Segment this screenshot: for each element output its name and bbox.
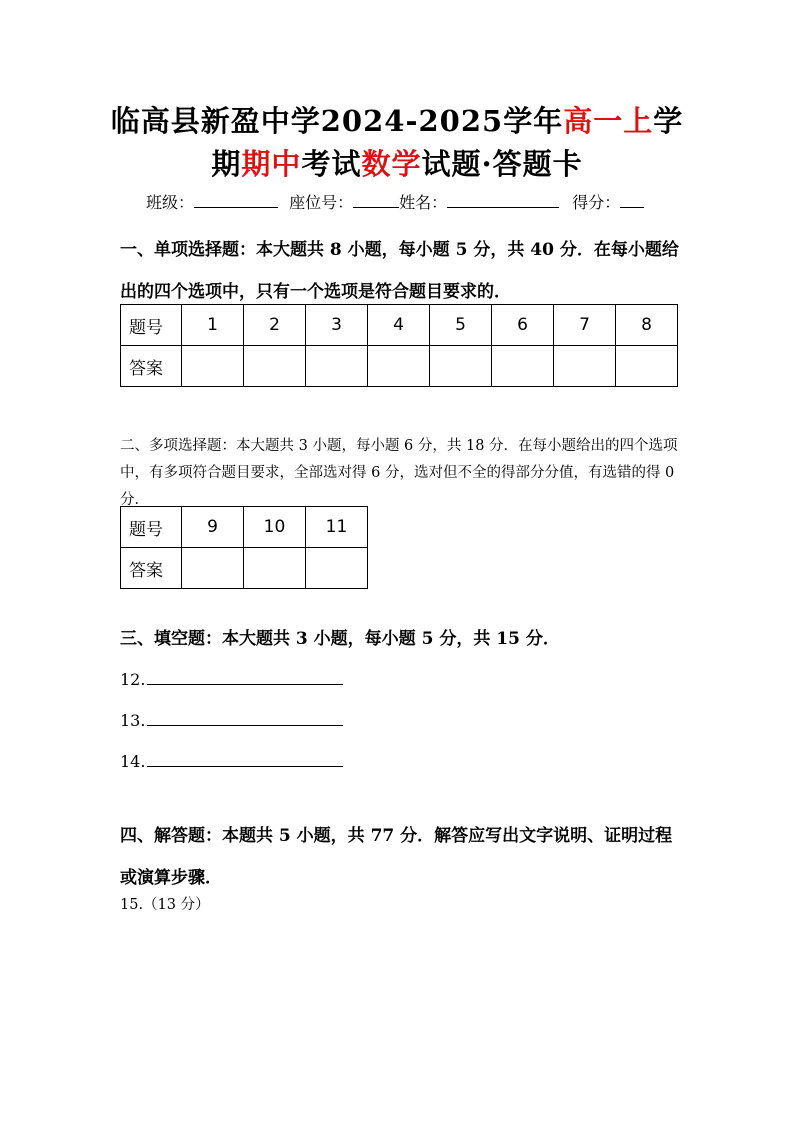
question-number: 8: [616, 305, 678, 346]
single-choice-answer-table: [120, 304, 678, 387]
title-text: 考试: [301, 147, 362, 181]
table-row: [121, 305, 678, 346]
question-number: 7: [554, 305, 616, 346]
question-number: 12.: [120, 670, 146, 689]
answer-cell[interactable]: [492, 346, 554, 387]
question-number: 1: [182, 305, 244, 346]
question-number: 6: [492, 305, 554, 346]
answer-cell[interactable]: [368, 346, 430, 387]
answer-cell[interactable]: [430, 346, 492, 387]
question-number: 2: [244, 305, 306, 346]
class-label: 班级：: [146, 193, 195, 212]
section1-heading: 一、单项选择题：本大题共 8 小题，每小题 5 分，共 40 分．在每小题给出的四个选项中，只有一个选项是符合题目要求的．: [120, 240, 679, 302]
answer-line[interactable]: [147, 711, 343, 726]
answer-cell[interactable]: [182, 346, 244, 387]
title-text: 临高县新盈中学2024-2025学年: [110, 104, 564, 138]
title-highlight: 高一上: [563, 104, 654, 138]
question-number: 5: [430, 305, 492, 346]
page-title-line2: [0, 142, 794, 183]
question-number: 10: [244, 507, 306, 548]
section4-heading: 四、解答题：本题共 5 小题，共 77 分．解答应写出文字说明、证明过程或演算步骤．: [120, 826, 673, 888]
fill-blank-13: [120, 711, 343, 730]
answer-cell[interactable]: [616, 346, 678, 387]
multi-choice-answer-table: [120, 506, 368, 589]
answer-cell[interactable]: [306, 548, 368, 589]
answer-line[interactable]: [147, 752, 343, 767]
seat-label: 座位号：: [289, 193, 354, 212]
answer-line[interactable]: [147, 670, 343, 685]
question-number: 9: [182, 507, 244, 548]
row-label: 题号: [121, 305, 182, 346]
title-highlight: 期中: [241, 147, 302, 181]
title-text: 期: [211, 147, 242, 181]
answer-cell[interactable]: [244, 548, 306, 589]
student-info-row: [146, 190, 644, 213]
score-label: 得分：: [572, 193, 621, 212]
row-label: 题号: [121, 507, 182, 548]
question-number: 11: [306, 507, 368, 548]
class-field[interactable]: [194, 193, 278, 208]
table-row: [121, 507, 368, 548]
name-label: 姓名：: [399, 193, 448, 212]
section3-heading: 三、填空题：本大题共 3 小题，每小题 5 分，共 15 分．: [120, 629, 560, 649]
fill-blank-14: [120, 752, 343, 771]
question-number: 3: [306, 305, 368, 346]
answer-cell[interactable]: [182, 548, 244, 589]
question-15-label: 15.（13 分）: [120, 897, 210, 913]
section2-heading: 二、多项选择题：本大题共 3 小题，每小题 6 分，共 18 分．在每小题给出的四个选项中，有多项符合题目要求，全部选对得 6 分，选对但不全的得部分分值，有选错的得 0 分．: [120, 438, 678, 508]
question-number: 4: [368, 305, 430, 346]
answer-cell[interactable]: [554, 346, 616, 387]
table-row: [121, 346, 678, 387]
title-highlight: 数学: [361, 147, 422, 181]
page-title-line1: [0, 99, 794, 140]
fill-blank-12: [120, 670, 343, 689]
question-number: 14.: [120, 752, 146, 771]
answer-cell[interactable]: [306, 346, 368, 387]
score-field[interactable]: [620, 193, 644, 208]
row-label: 答案: [121, 548, 182, 589]
row-label: 答案: [121, 346, 182, 387]
title-text: 试题·答题卡: [421, 147, 583, 181]
answer-cell[interactable]: [244, 346, 306, 387]
question-number: 13.: [120, 711, 146, 730]
table-row: [121, 548, 368, 589]
title-text: 学: [653, 104, 684, 138]
name-field[interactable]: [447, 193, 559, 208]
seat-field[interactable]: [353, 193, 399, 208]
